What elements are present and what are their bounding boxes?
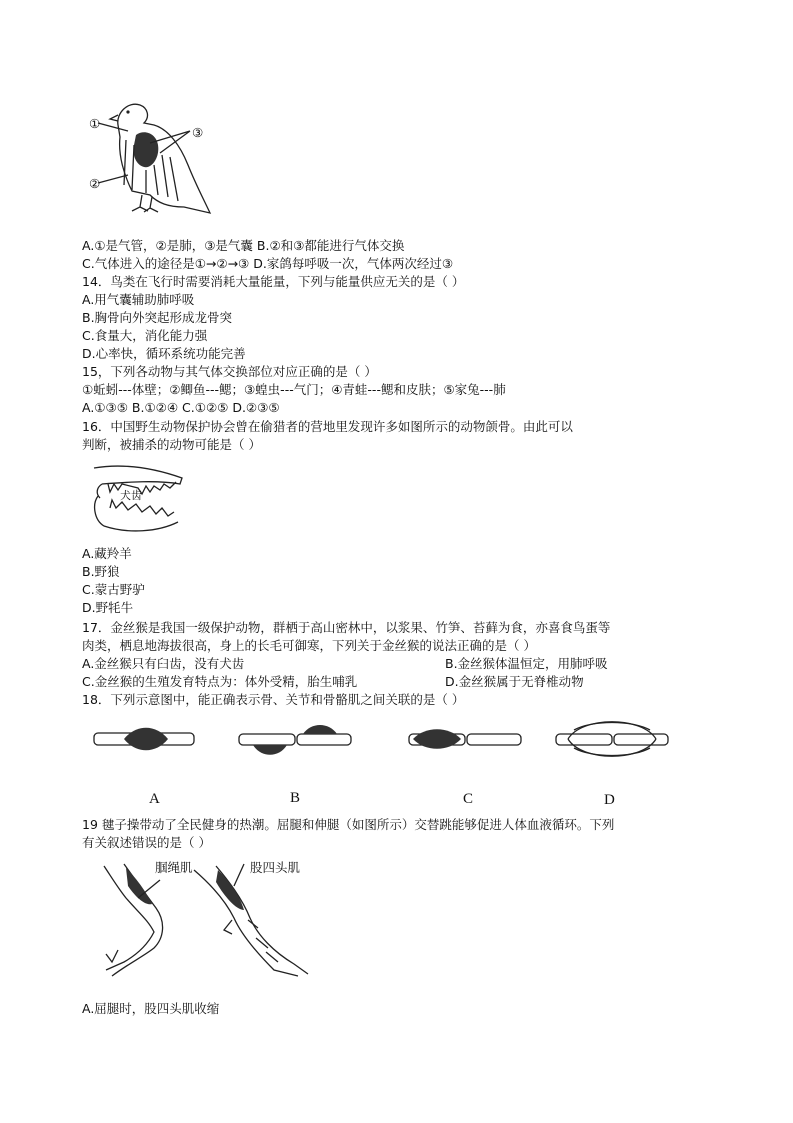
- leg-muscle-figure: [98, 858, 313, 980]
- q18-label-c: C: [463, 791, 474, 807]
- q18-label-d: D: [604, 792, 615, 808]
- marker-1: ①: [89, 116, 101, 131]
- quadriceps-label: 股四头肌: [250, 860, 301, 875]
- q14-stem: 14．鸟类在飞行时需要消耗大量能量，下列与能量供应无关的是（ ）: [82, 274, 465, 289]
- q16-stem-1: 16．中国野生动物保护协会曾在偷猎者的营地里发现许多如图所示的动物颌骨。由此可以: [82, 419, 573, 434]
- q19-option-a: A.屈腿时，股四头肌收缩: [82, 1001, 220, 1016]
- canine-label: 犬齿: [120, 489, 142, 502]
- q17-option-b: B.金丝猴体温恒定，用肺呼吸: [445, 656, 608, 671]
- q14-option-d: D.心率快，循环系统功能完善: [82, 346, 246, 361]
- q19-stem-2: 有关叙述错误的是（ ）: [82, 835, 211, 850]
- marker-2: ②: [89, 176, 101, 191]
- q16-option-a: A.藏羚羊: [82, 546, 132, 561]
- bone-muscle-diagram-a: [90, 720, 200, 760]
- q16-option-b: B.野狼: [82, 564, 120, 579]
- q14-option-c: C.食量大，消化能力强: [82, 328, 208, 343]
- q14-option-a: A.用气囊辅助肺呼吸: [82, 292, 195, 307]
- bone-muscle-diagram-d: [552, 716, 672, 762]
- q16-stem-2: 判断，被捕杀的动物可能是（ ）: [82, 437, 261, 452]
- q17-option-d: D.金丝猴属于无脊椎动物: [445, 674, 584, 689]
- q13-options-ab: A.①是气管，②是肺，③是气囊 B.②和③都能进行气体交换: [82, 238, 405, 253]
- marker-3: ③: [192, 125, 204, 140]
- q17-stem-2: 肉类，栖息地海拔很高，身上的长毛可御寒，下列关于金丝猴的说法正确的是（ ）: [82, 638, 536, 653]
- q18-stem: 18．下列示意图中，能正确表示骨、关节和骨骼肌之间关联的是（ ）: [82, 692, 465, 707]
- q18-label-b: B: [290, 790, 301, 806]
- bone-muscle-diagram-b: [235, 720, 355, 760]
- q16-option-d: D.野牦牛: [82, 600, 134, 615]
- bird-respiratory-figure: [88, 95, 218, 220]
- q18-label-a: A: [149, 791, 160, 807]
- q15-pairs: ①蚯蚓---体壁；②鲫鱼---鳃；③蝗虫---气门；④青蛙---鳃和皮肤；⑤家兔---肺: [82, 382, 506, 397]
- q14-option-b: B.胸骨向外突起形成龙骨突: [82, 310, 233, 325]
- bone-muscle-diagram-c: [405, 720, 525, 760]
- q19-stem-1: 19 毽子操带动了全民健身的热潮。屈腿和伸腿（如图所示）交替跳能够促进人体血液循环。下列: [82, 817, 615, 832]
- q17-option-c: C.金丝猴的生殖发育特点为：体外受精，胎生哺乳: [82, 674, 358, 689]
- hamstring-label: 腘绳肌: [155, 860, 193, 875]
- q16-option-c: C.蒙古野驴: [82, 582, 145, 597]
- q15-stem: 15，下列各动物与其气体交换部位对应正确的是（ ）: [82, 364, 377, 379]
- q15-options: A.①③⑤ B.①②④ C.①②⑤ D.②③⑤: [82, 400, 280, 415]
- q17-stem-1: 17．金丝猴是我国一级保护动物，群栖于高山密林中，以浆果、竹笋、苔藓为食，亦喜食鸟蛋等: [82, 620, 611, 635]
- q17-option-a: A.金丝猴只有臼齿，没有犬齿: [82, 656, 245, 671]
- q13-options-cd: C.气体进入的途径是①→②→③ D.家鸽每呼吸一次，气体两次经过③: [82, 256, 454, 271]
